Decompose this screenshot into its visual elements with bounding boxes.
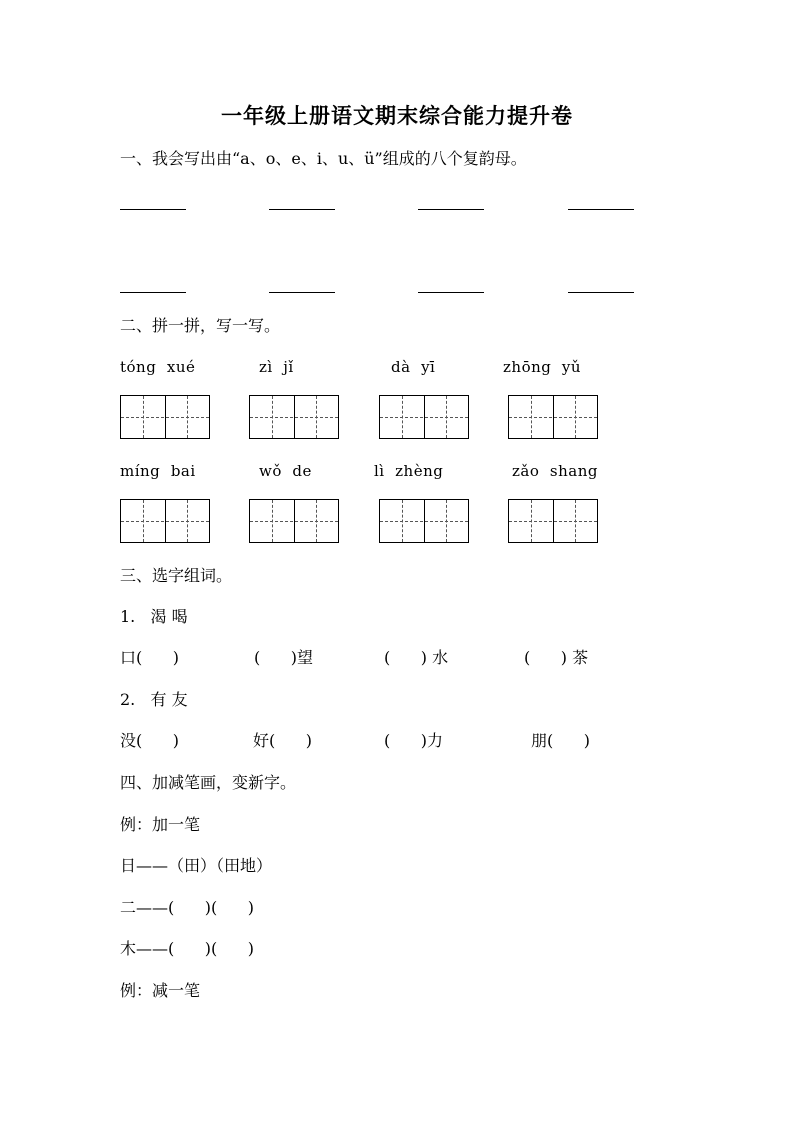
fill-item[interactable]: ( ) 茶 — [524, 648, 589, 667]
fill-item[interactable]: 二——( )( ) — [120, 898, 255, 917]
answer-blank[interactable] — [269, 209, 335, 210]
writing-grid[interactable] — [508, 395, 598, 439]
pinyin-label: lì zhèng — [374, 462, 444, 480]
pinyin-label: wǒ de — [259, 462, 312, 480]
section3-heading: 三、选字组词。 — [120, 566, 233, 585]
section4-heading: 四、加减笔画，变新字。 — [120, 773, 297, 792]
fill-item[interactable]: 口( ) — [120, 648, 180, 667]
fill-item[interactable]: 朋( ) — [531, 731, 591, 750]
pinyin-label: zhōng yǔ — [503, 358, 582, 376]
example-line: 日——（田）（田地） — [120, 856, 273, 875]
example-add-label: 例：加一笔 — [120, 815, 201, 834]
fill-item[interactable]: 好( ) — [253, 731, 313, 750]
answer-blank[interactable] — [120, 292, 186, 293]
question-1-label: 1. 渴 喝 — [120, 607, 188, 626]
writing-grid[interactable] — [379, 395, 469, 439]
question-2-label: 2. 有 友 — [120, 690, 188, 709]
section2-heading: 二、拼一拼，写一写。 — [120, 316, 281, 335]
page-title: 一年级上册语文期末综合能力提升卷 — [221, 103, 573, 128]
fill-item[interactable]: ( )力 — [384, 731, 444, 750]
writing-grid[interactable] — [379, 499, 469, 543]
section1-heading: 一、我会写出由“a、o、e、i、u、ü”组成的八个复韵母。 — [120, 149, 527, 168]
pinyin-label: dà yī — [391, 358, 436, 376]
answer-blank[interactable] — [418, 292, 484, 293]
pinyin-label: míng bai — [120, 462, 196, 480]
answer-blank[interactable] — [269, 292, 335, 293]
pinyin-label: tóng xué — [120, 358, 196, 376]
fill-item[interactable]: 没( ) — [120, 731, 180, 750]
fill-item[interactable]: ( ) 水 — [384, 648, 449, 667]
answer-blank[interactable] — [568, 209, 634, 210]
pinyin-label: zǎo shang — [512, 462, 598, 480]
writing-grid[interactable] — [249, 499, 339, 543]
writing-grid[interactable] — [508, 499, 598, 543]
fill-item[interactable]: 木——( )( ) — [120, 939, 255, 958]
writing-grid[interactable] — [120, 499, 210, 543]
answer-blank[interactable] — [568, 292, 634, 293]
pinyin-label: zì jǐ — [259, 358, 294, 376]
example-sub-label: 例：减一笔 — [120, 981, 201, 1000]
writing-grid[interactable] — [249, 395, 339, 439]
answer-blank[interactable] — [418, 209, 484, 210]
fill-item[interactable]: ( )望 — [254, 648, 314, 667]
answer-blank[interactable] — [120, 209, 186, 210]
writing-grid[interactable] — [120, 395, 210, 439]
